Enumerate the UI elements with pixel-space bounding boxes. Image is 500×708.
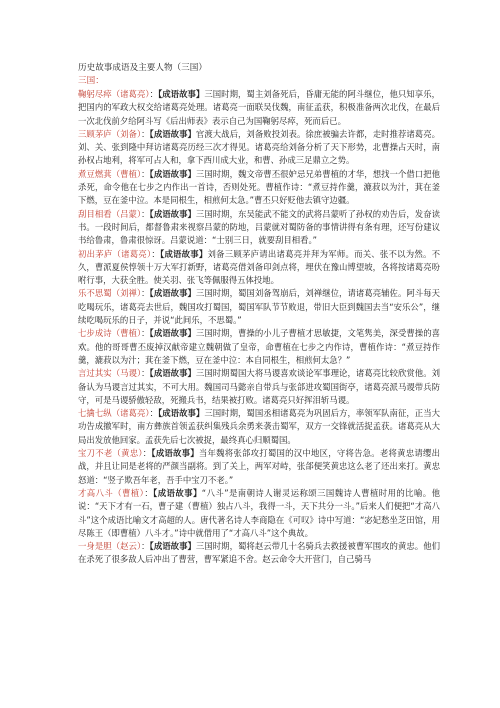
idiom: 乐不思蜀: [78, 288, 112, 299]
person: （赵云）: [111, 541, 142, 552]
story-tag: 【成语故事】: [158, 89, 205, 99]
separator: ：: [149, 408, 159, 419]
story-text: 三国时期，曹操的小儿子曹植才思敏捷，文笔隽美，深受曹操的喜欢。他的哥哥曹丕废掉汉献帝建立魏朝做了皇帝，命曹植在七步之内作诗，曹植作诗：“煮豆持作羹，漉菽以为汁；萁在釜下燃，豆在釜中泣：本自同根生，相煎何太急？”: [78, 328, 441, 365]
entry: [78, 367, 440, 407]
idiom: 言过其实: [78, 368, 112, 379]
entry: [78, 287, 440, 327]
entry: [78, 407, 440, 447]
separator: ：: [141, 328, 150, 339]
person: （诸葛亮）: [112, 248, 152, 259]
entry: [78, 128, 440, 168]
story-tag: 【成语故事】: [149, 168, 196, 179]
idiom: 鞠躬尽瘁: [78, 89, 112, 99]
story-tag: 【成语故事】: [149, 208, 196, 219]
person: （马谡）: [111, 368, 142, 379]
idiom: 煮豆燃萁: [78, 168, 112, 179]
document-title: 历史故事成语及主要人物（三国）: [78, 63, 207, 73]
person: （曹植）: [111, 168, 142, 179]
story-tag: 【成语故事】: [160, 248, 208, 259]
idiom: 刮目相看: [78, 208, 112, 219]
story-text: 三国时期，蜀将赵云带几十名骑兵去救援被曹军围攻的黄忠。他们在杀死了很多敌人后冲出了曹营，曹军紧追不舍。赵云命令大开营门，自己骑马: [78, 541, 441, 565]
separator: ：: [144, 487, 154, 498]
section-heading: 三国：: [78, 76, 104, 86]
story-tag: 【成语故事】: [149, 368, 196, 379]
story-tag: 【成语故事】: [149, 541, 196, 552]
separator: ：: [141, 288, 150, 299]
person: （刘备）: [111, 128, 142, 139]
idiom: 一身是胆: [78, 541, 112, 552]
separator: ：: [142, 448, 152, 459]
story-tag: 【成语故事】: [149, 128, 196, 139]
entry: [78, 447, 440, 487]
entry-list: [78, 88, 440, 567]
person: （曹植）: [111, 328, 142, 339]
story-text: 三国时期，蜀国丞相诸葛亮为巩固后方，率领军队南征，正当大功告成撤军时，南方彝族首领孟获纠集残兵余勇来袭击蜀军，双方一交锋就活捉孟获。诸葛亮从大局出发放他回家。孟获先后七次被捉，最终真心归顺蜀国。: [78, 408, 441, 445]
person: （诸葛亮）: [111, 89, 150, 99]
story-text: 当年魏将张郃攻打蜀国的汉中地区，守将告急。老将黄忠请缨出战，并且让同是老将的严颜当副将。到了关上，两军对峙，张郃便笑黄忠这么老了还出来打。黄忠怒道：“竖子欺吾年老，吾手中宝刀不老。”: [78, 448, 441, 485]
entry: [78, 487, 440, 540]
story-tag: 【成语故事】: [149, 288, 196, 299]
story-text: 三国时期蜀国大将马谡喜欢谈论军事理论，诸葛亮比较欣赏他。刘备认为马谡言过其实，不可大用。魏国司马懿亲自带兵与张郃进攻蜀国街亭，诸葛亮派马谡带兵防守，可是马谡骄傲轻敌，死搬兵书，结果被打败。诸葛亮只好挥泪斩马谡。: [78, 368, 441, 405]
person: （吕蒙）: [111, 208, 142, 219]
idiom: 才高八斗: [78, 487, 114, 498]
story-text: 三国时期，蜀国刘备驾崩后，刘禅继位，请诸葛亮辅佐。阿斗每天吃喝玩乐，诸葛亮去世后，魏国攻打蜀国，蜀国军队节节败退，带旧大臣到魏国去当“安乐公”，继续吃喝玩乐的日子，并说“此间乐，不思蜀。”: [78, 288, 441, 326]
person: （黄忠）: [112, 448, 143, 459]
person: （刘禅）: [111, 288, 142, 299]
story-text: 三国时期，魏文帝曹丕很妒忌兄弟曹植的才华，想找一个借口把他杀死，命令他在七步之内作出一首诗，否则处死。曹植作诗：“煮豆持作羹，漉菽以为汁，萁在釜下燃，豆在釜中泣。本是同根生，相煎何太急。”曹丕只好贬他去镇守边疆。: [78, 168, 441, 206]
separator: ：: [141, 368, 150, 379]
entry: [78, 168, 440, 208]
separator: ：: [149, 89, 159, 99]
separator: ：: [141, 208, 150, 219]
idiom: 七擒七纵: [78, 408, 112, 419]
entry: [78, 327, 440, 367]
story-tag: 【成语故事】: [153, 487, 202, 498]
entry: [78, 88, 440, 128]
story-tag: 【成语故事】: [149, 328, 196, 339]
entry: [78, 248, 440, 288]
separator: ：: [141, 168, 150, 179]
person: （曹植）: [113, 487, 145, 498]
entry: [78, 208, 440, 248]
story-text: 官渡大战后，刘备败投刘表。徐庶被骗去许都，走时推荐诸葛亮。刘、关、张到隆中拜访诸葛亮历经三次才得见。诸葛亮给刘备分析了天下形势，北曹操占天时，南孙权占地利，将军可占人和，拿下西川成大业，和曹、孙成三足鼎立之势。: [78, 128, 441, 166]
idiom: 七步成诗: [78, 328, 112, 339]
idiom: 三顾茅庐: [78, 128, 112, 139]
story-text: 三国时期，蜀主刘备死后，昏庸无能的阿斗继位，他只知享乐，把国内的军政大权交给诸葛亮处理。诸葛亮一面联吴伐魏，南征孟获，积极准备两次北伐，在最后一次北伐前夕给阿斗写《后出师表》表示自己为国鞠躬尽瘁，死而后已。: [78, 89, 441, 126]
person: （诸葛亮）: [111, 408, 150, 419]
story-text: 刘备三顾茅庐请出诸葛亮并拜为军师。而关、张不以为然。不久，曹派夏侯惇领十万大军打新野，诸葛亮借刘备印剑点将，埋伏在豫山博望坡，各将按诸葛亮吩咐行事，大获全胜。使关羽、张飞等佩服得五体投地。: [78, 248, 441, 286]
story-tag: 【成语故事】: [151, 448, 199, 459]
story-text: “八斗”是南朝诗人谢灵运称颂三国魏诗人曹植时用的比喻。他说：“天下才有一石，曹子建（曹植）独占八斗，我得一斗，天下共分一斗。”后来人们便把“才高八斗”这个成语比喻文才高超的人。唐代著名诗人李商隐在《可叹》诗中写道：“宓妃愁坐芝田馆，用尽陈王（即曹植）八斗才。”诗中就借用了“才高八斗”这个典故。: [78, 487, 440, 538]
idiom: 初出茅庐: [78, 248, 113, 259]
separator: ：: [141, 541, 150, 552]
separator: ：: [151, 248, 161, 259]
entry: [78, 540, 440, 567]
separator: ：: [141, 128, 150, 139]
story-text: 三国时期，东吴能武不能文的武将吕蒙听了孙权的劝告后，发奋读书。一段时间后，都督鲁肃来视察吕蒙的防地，吕蒙就对蜀防备的事情讲得有条有理，还写份建议书给鲁肃，鲁肃很惊讶。吕蒙说道：“士别三日，就要刮目相看。”: [78, 208, 441, 246]
story-tag: 【成语故事】: [158, 408, 205, 419]
idiom: 宝刀不老: [78, 448, 113, 459]
